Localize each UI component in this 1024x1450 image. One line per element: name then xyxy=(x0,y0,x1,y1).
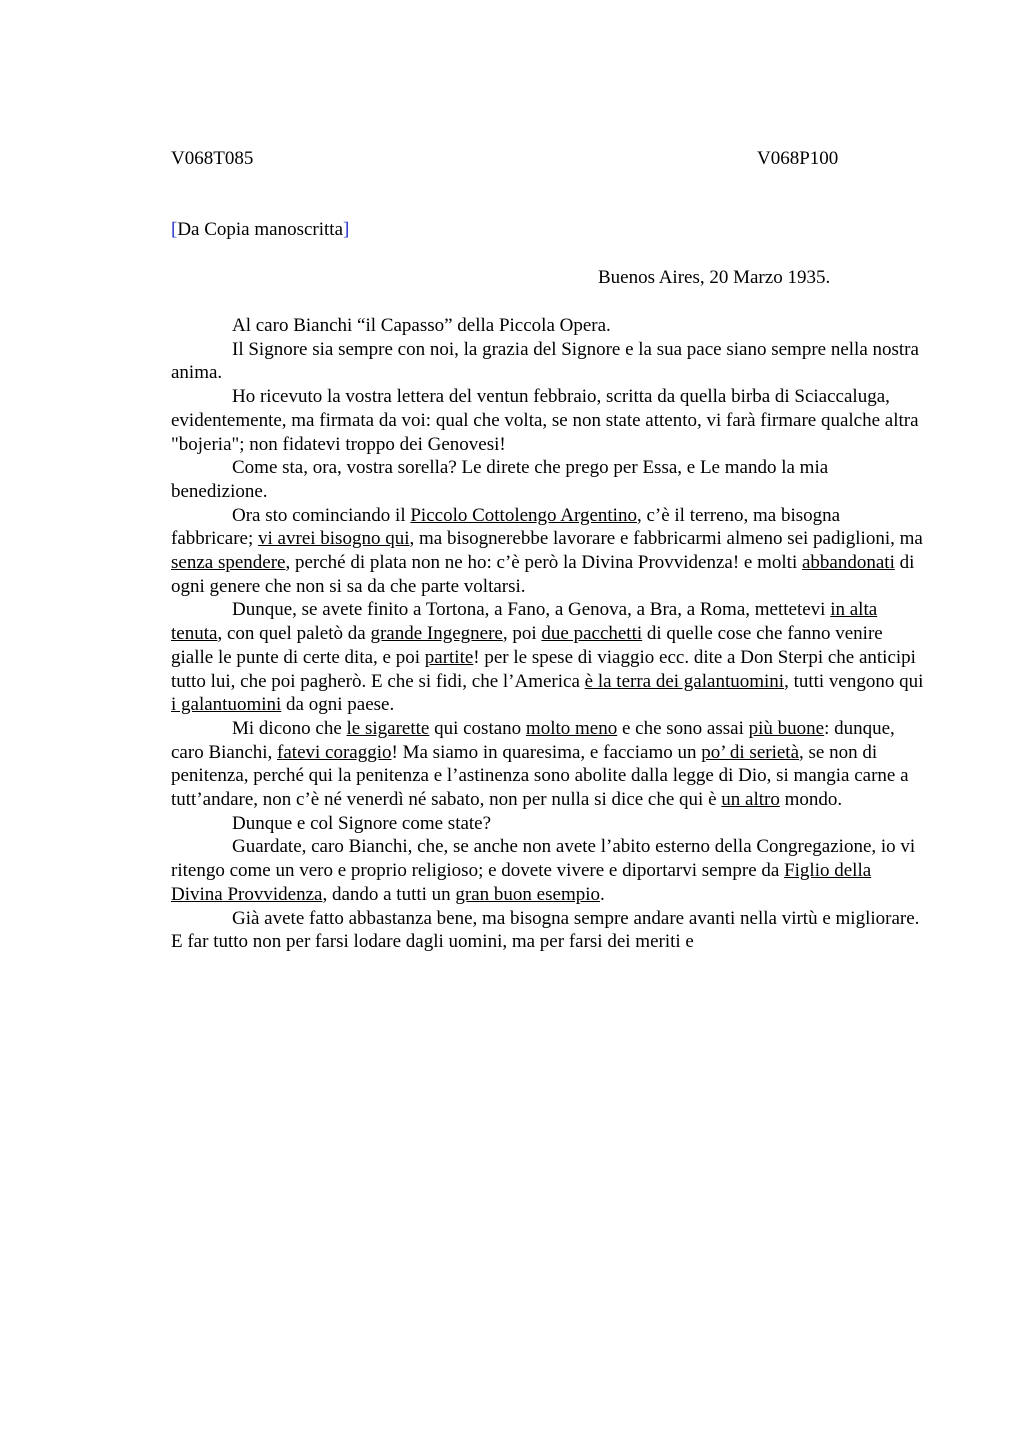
underlined-phrase: vi avrei bisogno qui xyxy=(258,528,410,550)
text-segment: Mi dicono che xyxy=(232,717,347,739)
underlined-phrase: molto meno xyxy=(525,717,618,739)
text-segment: , poi xyxy=(502,623,542,645)
text-segment: Ora sto cominciando il xyxy=(232,504,411,526)
underlined-phrase: più buone xyxy=(748,717,825,739)
document-code-left: V068T085 xyxy=(171,148,254,169)
text-segment: e che sono assai xyxy=(617,717,749,739)
document-code-right: V068P100 xyxy=(757,148,839,169)
text-segment: . xyxy=(600,883,605,905)
underlined-phrase: è la terra dei galantuomini xyxy=(584,670,785,692)
text-segment: , tutti vengono qui xyxy=(784,670,924,692)
paragraph-received-letter xyxy=(171,385,927,456)
text-segment: Guardate, caro Bianchi, che, se anche non avete l’abito esterno della Congregazione, io vi ritengo come un vero e proprio religioso; e dovete vivere e diportarvi sempre da xyxy=(171,836,916,882)
text-segment: Dunque, se avete finito a Tortona, a Fano, a Genova, a Bra, a Roma, mettetevi xyxy=(232,599,831,621)
underlined-phrase: due pacchetti xyxy=(541,623,643,645)
text-segment: , perché di plata non ne ho: c’è però la Divina Provvidenza! e molti xyxy=(285,552,802,574)
text-segment: Ho ricevuto la vostra lettera del ventun febbraio, scritta da quella birba di Sciaccaluga, evidentemente, ma firmata da voi: qual che volta, se non state attento, vi farà firmare qualche altra "bojeria"; non fidatevi troppo dei Genovesi! xyxy=(171,386,919,455)
text-segment: , ma bisognerebbe lavorare e fabbricarmi almeno sei padiglioni, ma xyxy=(409,528,923,550)
text-segment: ! Ma siamo in quaresima, e facciamo un xyxy=(391,741,702,763)
underlined-phrase: Piccolo Cottolengo Argentino xyxy=(410,504,637,526)
text-segment: , c’è il terreno, ma bisogna fabbricare; xyxy=(171,504,841,550)
text-segment: di quelle cose che fanno venire gialle le punte di certe dita, e poi xyxy=(171,623,883,668)
text-segment: : dunque, caro Bianchi, xyxy=(171,717,895,763)
paragraph-sister xyxy=(171,456,927,503)
text-segment: , se non di penitenza, perché qui la penitenza e l’astinenza sono abolite dalla legge di Dio, si mangia carne a tutt’andare, non c’è né venerdì né sabato, non per nulla si dice che qui è xyxy=(171,741,909,811)
underlined-phrase: partite xyxy=(424,646,474,668)
text-segment: , dando a tutti un xyxy=(322,883,456,905)
paragraph-congregation xyxy=(171,835,927,906)
text-segment: Il Signore sia sempre con noi, la grazia del Signore e la sua pace siano sempre nella nostra anima. xyxy=(171,338,919,384)
source-note-close-bracket: ] xyxy=(343,219,350,240)
text-segment: , con quel paletò da xyxy=(217,623,371,645)
letter-dateline: Buenos Aires, 20 Marzo 1935. xyxy=(598,267,831,288)
source-note xyxy=(171,219,349,241)
source-note-text: Da Copia manoscritta xyxy=(177,219,344,240)
paragraph-cottolengo xyxy=(171,504,927,599)
underlined-phrase: po’ di serietà xyxy=(701,741,800,763)
text-segment: Al caro Bianchi “il Capasso” della Piccola Opera. xyxy=(232,315,611,336)
underlined-phrase: gran buon esempio xyxy=(455,883,600,905)
text-segment: Come sta, ora, vostra sorella? Le direte che prego per Essa, e Le mando la mia benedizione. xyxy=(171,457,829,502)
text-segment: ! per le spese di viaggio ecc. dite a Don Sterpi che anticipi tutto lui, che poi pagherò. E che si fidi, che l’America xyxy=(171,646,916,692)
text-segment: di ogni genere che non si sa da che parte voltarsi. xyxy=(171,552,915,597)
underlined-phrase: abbandonati xyxy=(802,552,895,574)
underlined-phrase: Figlio della Divina Provvidenza xyxy=(171,860,872,905)
underlined-phrase: le sigarette xyxy=(346,717,430,739)
text-segment: qui costano xyxy=(429,717,526,739)
underlined-phrase: in alta tenuta xyxy=(171,599,878,645)
letter-body xyxy=(171,314,927,954)
text-segment: Dunque e col Signore come state? xyxy=(232,812,492,834)
text-segment: Già avete fatto abbastanza bene, ma bisogna sempre andare avanti nella virtù e migliorare. E far tutto non per farsi lodare dagli uomini, ma per farsi dei meriti e xyxy=(171,907,925,953)
text-segment: da ogni paese. xyxy=(281,694,395,716)
underlined-phrase: grande Ingegnere xyxy=(370,623,503,645)
paragraph-salutation xyxy=(171,314,927,338)
paragraph-cigarettes xyxy=(171,717,927,812)
underlined-phrase: un altro xyxy=(721,789,780,811)
paragraph-travel xyxy=(171,598,927,717)
source-note-open-bracket: [ xyxy=(171,219,178,240)
text-segment: mondo. xyxy=(779,789,843,811)
paragraph-virtue xyxy=(171,907,927,954)
underlined-phrase: senza spendere xyxy=(171,552,286,574)
paragraph-blessing xyxy=(171,338,927,385)
underlined-phrase: i galantuomini xyxy=(171,694,282,716)
paragraph-question xyxy=(171,812,927,836)
underlined-phrase: fatevi coraggio xyxy=(277,741,392,763)
